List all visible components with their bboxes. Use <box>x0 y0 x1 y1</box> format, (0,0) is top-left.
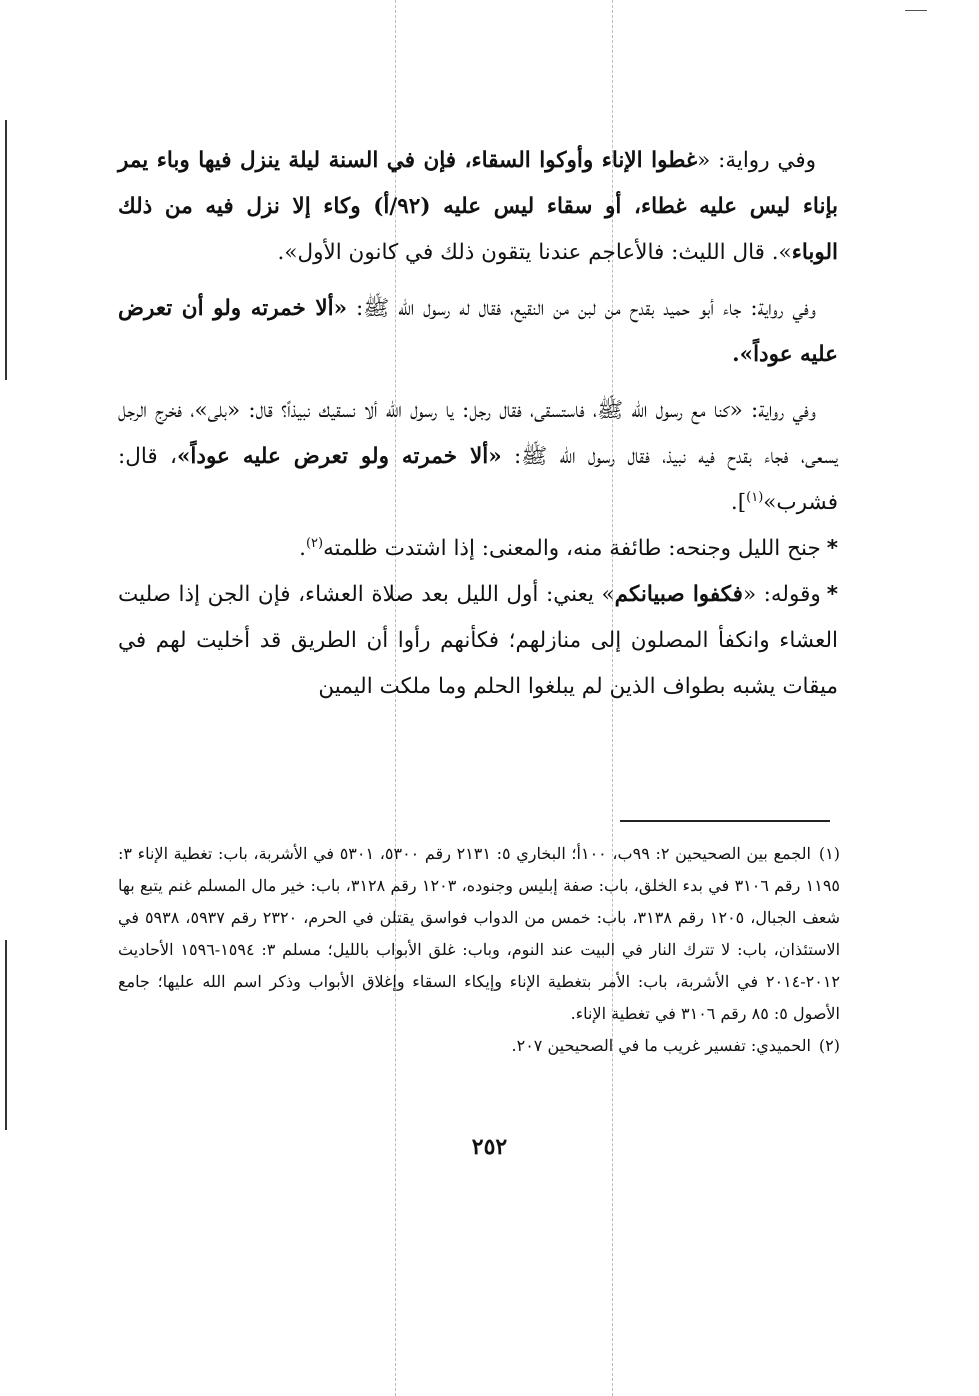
note-jinh-al-layl <box>118 526 838 572</box>
footnote-2 <box>118 1030 840 1062</box>
paragraph-3-end: ]. <box>730 490 747 515</box>
footnote-ref-2[interactable]: (٢) <box>305 535 324 551</box>
footnote-1-number: (١) <box>818 844 841 863</box>
scan-edge-line-top <box>905 10 927 11</box>
note-kuffu-sibyanakum <box>118 572 838 710</box>
note-kuffu-quote: فكفوا صبيانكم <box>614 582 743 607</box>
paragraph-3 <box>118 388 838 526</box>
note-jinh-text: جنح الليل وجنحه: طائفة منه، والمعنى: إذا اشتدت ظلمته <box>323 536 821 561</box>
paragraph-2 <box>118 286 838 378</box>
footnote-2-text: الحميدي: تفسير غريب ما في الصحيحين ٢٠٧. <box>511 1036 811 1055</box>
footnote-1-text: الجمع بين الصحيحين ٢: ٩٩ب، ١٠٠أ؛ البخاري ٥: ٢١٣١ رقم ٥٣٠٠، ٥٣٠١ في الأشربة، باب: تغطية الإناء ٣: ١١٩٥ رقم ٣١٠٦ في بدء الخلق، باب: صفة إبليس وجنوده، ١٢٠٣ رقم ٣١٢٨، باب: خير مال المسلم غنم يتبع بها شعف الجبال، ١٢٠٥ رقم ٣١٣٨، باب: خمس من الدواب فواسق يقتلن في الحرم، ٢٣٢٠ رقم ٥٩٣٧، ٥٩٣٨ في الاستئذان، باب: لا تترك النار في البيت عند النوم، وباب: غلق الأبواب بالليل؛ مسلم ٣: ١٥٩٤-١٥٩٦ الأحاديث ٢٠١٢-٢٠١٤ في الأشربة، باب: الأمر بتغطية الإناء وإيكاء السقاء وإغلاق الأبواب وذكر اسم الله عليها؛ جامع الأصول ٥: ٨٥ رقم ٣١٠٦ في تغطية الإناء. <box>118 844 841 1023</box>
paragraph-1-end: ». قال الليث: فالأعاجم عندنا يتقون ذلك في كانون الأول». <box>277 240 792 265</box>
footnote-2-number: (٢) <box>818 1036 840 1055</box>
note-kuffu-intro: وقوله: « <box>742 582 821 607</box>
asterisk-icon: * <box>826 582 838 607</box>
paragraph-2-hadith: «ألا خمرته ولو أن تعرض عليه عوداً». <box>118 296 838 367</box>
paragraph-3-mid: ، قال: فشرب» <box>118 444 838 515</box>
paragraph-1-intro: وفي رواية: « <box>697 148 816 173</box>
footnote-1 <box>118 838 840 1030</box>
asterisk-icon: * <box>826 536 838 561</box>
paragraph-3-intro: وفي رواية: «كنا مع رسول الله ﷺ، فاستسقى، فقال رجل: يا رسول الله ألا نسقيك نبيذاً؟ قال: «بلى»، فخرج الرجل يسعى، فجاء بقدح فيه نبيذ، فقال رسول الله ﷺ: <box>118 398 838 469</box>
scan-edge-line-left <box>5 120 7 380</box>
note-jinh-end: . <box>299 536 306 561</box>
main-text-block <box>118 138 838 710</box>
paragraph-1-hadith: غطوا الإناء وأوكوا السقاء، فإن في السنة ليلة ينزل فيها وباء يمر بإناء ليس عليه غطاء، أو سقاء ليس عليه (٩٢/أ) وكاء إلا نزل فيه من ذلك الوباء <box>118 148 838 265</box>
paragraph-1 <box>118 138 838 276</box>
footnote-separator <box>620 820 830 822</box>
paragraph-2-intro: وفي رواية: جاء أبو حميد بقدح من لبن من النقيع، فقال له رسول الله ﷺ: <box>356 296 816 321</box>
note-kuffu-text: » يعني: أول الليل بعد صلاة العشاء، فإن الجن إذا صليت العشاء وانكفأ المصلون إلى منازلهم؛ فكأنهم رأوا أن الطريق قد أخليت لهم في ميقات يشبه بطواف الذين لم يبلغوا الحلم وما ملكت اليمين <box>118 582 838 699</box>
footnotes-block <box>118 838 840 1062</box>
scan-edge-line-left-lower <box>5 940 7 1130</box>
page-number: ٢٥٢ <box>471 1134 508 1160</box>
footnote-ref-1[interactable]: (١) <box>746 489 764 505</box>
paragraph-3-hadith: «ألا خمرته ولو تعرض عليه عوداً» <box>176 444 502 469</box>
